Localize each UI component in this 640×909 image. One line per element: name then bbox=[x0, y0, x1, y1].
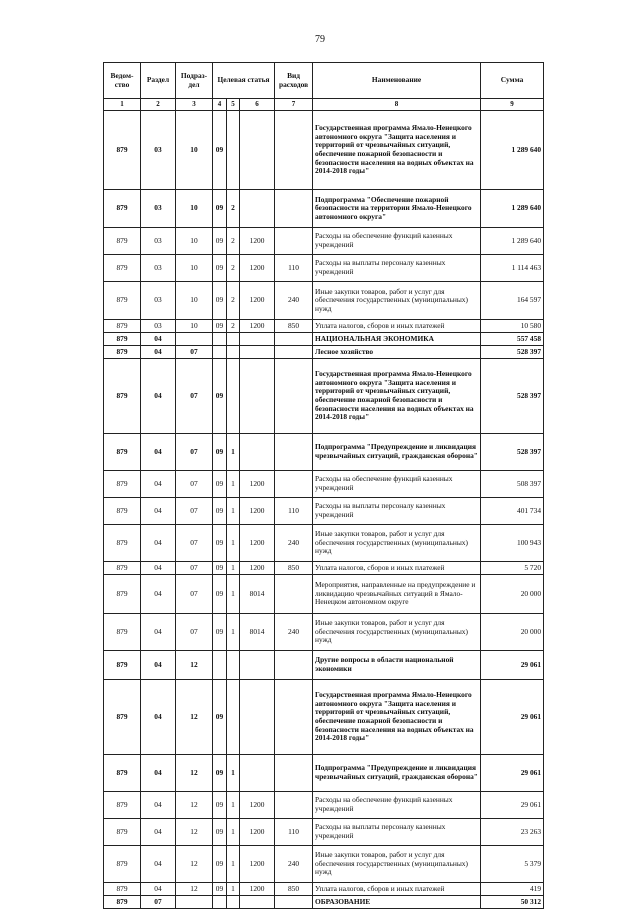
table-row bbox=[104, 255, 544, 282]
section-code: 04 bbox=[141, 680, 176, 755]
table-row bbox=[104, 346, 544, 359]
target-article-code: 1200 bbox=[240, 282, 275, 320]
subsection-code bbox=[176, 333, 213, 346]
item-name: Уплата налогов, сборов и иных платежей bbox=[313, 320, 481, 333]
subsection-code: 12 bbox=[176, 792, 213, 819]
col-number: 4 bbox=[213, 99, 227, 111]
target-article-subprogram: 1 bbox=[227, 792, 240, 819]
department-code: 879 bbox=[104, 680, 141, 755]
item-name: Подпрограмма "Предупреждение и ликвидация чрезвычайных ситуаций, гражданская оборона" bbox=[313, 755, 481, 792]
subsection-code: 07 bbox=[176, 471, 213, 498]
department-code: 879 bbox=[104, 471, 141, 498]
table-row bbox=[104, 282, 544, 320]
item-sum: 29 061 bbox=[481, 792, 544, 819]
item-name: Расходы на обеспечение функций казенных учреждений bbox=[313, 471, 481, 498]
item-sum: 1 289 640 bbox=[481, 111, 544, 190]
expense-type-code: 850 bbox=[275, 562, 313, 575]
item-name: Иные закупки товаров, работ и услуг для обеспечения государственных (муниципальных) нужд bbox=[313, 846, 481, 883]
item-sum: 508 397 bbox=[481, 471, 544, 498]
department-code: 879 bbox=[104, 320, 141, 333]
expense-type-code bbox=[275, 680, 313, 755]
section-code: 04 bbox=[141, 819, 176, 846]
target-article-subprogram bbox=[227, 111, 240, 190]
item-name: Расходы на выплаты персоналу казенных учреждений bbox=[313, 498, 481, 525]
target-article-code: 1200 bbox=[240, 228, 275, 255]
target-article-code: 1200 bbox=[240, 846, 275, 883]
department-code: 879 bbox=[104, 614, 141, 651]
table-row bbox=[104, 498, 544, 525]
item-sum: 10 580 bbox=[481, 320, 544, 333]
expense-type-code bbox=[275, 359, 313, 434]
table-row bbox=[104, 896, 544, 909]
item-sum: 5 379 bbox=[481, 846, 544, 883]
target-article-subprogram: 1 bbox=[227, 819, 240, 846]
target-article-subprogram: 1 bbox=[227, 883, 240, 896]
target-article-program: 09 bbox=[213, 255, 227, 282]
target-article-program: 09 bbox=[213, 792, 227, 819]
target-article-subprogram: 1 bbox=[227, 755, 240, 792]
header-expense-type: Вид расходов bbox=[275, 63, 313, 99]
item-sum: 29 061 bbox=[481, 680, 544, 755]
table-row bbox=[104, 228, 544, 255]
target-article-program: 09 bbox=[213, 320, 227, 333]
section-code: 04 bbox=[141, 883, 176, 896]
section-code: 03 bbox=[141, 255, 176, 282]
target-article-code bbox=[240, 190, 275, 228]
target-article-code: 1200 bbox=[240, 883, 275, 896]
section-code: 03 bbox=[141, 111, 176, 190]
target-article-program: 09 bbox=[213, 190, 227, 228]
section-code: 03 bbox=[141, 190, 176, 228]
expense-type-code bbox=[275, 896, 313, 909]
department-code: 879 bbox=[104, 792, 141, 819]
item-sum: 5 720 bbox=[481, 562, 544, 575]
expense-type-code bbox=[275, 755, 313, 792]
target-article-program: 09 bbox=[213, 471, 227, 498]
subsection-code: 10 bbox=[176, 320, 213, 333]
department-code: 879 bbox=[104, 255, 141, 282]
table-row bbox=[104, 680, 544, 755]
subsection-code: 12 bbox=[176, 846, 213, 883]
target-article-subprogram: 2 bbox=[227, 255, 240, 282]
subsection-code: 10 bbox=[176, 190, 213, 228]
item-name: Другие вопросы в области национальной экономики bbox=[313, 651, 481, 680]
subsection-code: 10 bbox=[176, 255, 213, 282]
expense-type-code bbox=[275, 651, 313, 680]
section-code: 04 bbox=[141, 471, 176, 498]
subsection-code bbox=[176, 896, 213, 909]
item-sum: 29 061 bbox=[481, 755, 544, 792]
section-code: 07 bbox=[141, 896, 176, 909]
expense-type-code: 240 bbox=[275, 846, 313, 883]
target-article-subprogram: 2 bbox=[227, 320, 240, 333]
target-article-subprogram: 2 bbox=[227, 190, 240, 228]
section-code: 04 bbox=[141, 333, 176, 346]
item-name: Государственная программа Ямало-Ненецкого автономного округа "Защита населения и территорий от чрезвычайных ситуаций, обеспечение пожарной безопасности и безопасности населения на водных объектах на 2014-2018 годы" bbox=[313, 680, 481, 755]
item-name: Расходы на выплаты персоналу казенных учреждений bbox=[313, 255, 481, 282]
subsection-code: 12 bbox=[176, 680, 213, 755]
item-sum: 23 263 bbox=[481, 819, 544, 846]
col-number: 9 bbox=[481, 99, 544, 111]
target-article-program: 09 bbox=[213, 614, 227, 651]
column-number-row bbox=[104, 99, 544, 111]
table-row bbox=[104, 562, 544, 575]
section-code: 03 bbox=[141, 282, 176, 320]
target-article-code: 1200 bbox=[240, 320, 275, 333]
section-code: 04 bbox=[141, 498, 176, 525]
subsection-code: 07 bbox=[176, 434, 213, 471]
target-article-code bbox=[240, 896, 275, 909]
item-sum: 50 312 bbox=[481, 896, 544, 909]
target-article-program bbox=[213, 651, 227, 680]
table-row bbox=[104, 333, 544, 346]
department-code: 879 bbox=[104, 819, 141, 846]
target-article-subprogram: 1 bbox=[227, 471, 240, 498]
item-name: Расходы на выплаты персоналу казенных учреждений bbox=[313, 819, 481, 846]
target-article-code bbox=[240, 359, 275, 434]
department-code: 879 bbox=[104, 346, 141, 359]
table-row bbox=[104, 819, 544, 846]
target-article-code: 1200 bbox=[240, 471, 275, 498]
expense-type-code bbox=[275, 434, 313, 471]
target-article-subprogram: 2 bbox=[227, 228, 240, 255]
subsection-code: 07 bbox=[176, 614, 213, 651]
expense-type-code bbox=[275, 471, 313, 498]
expense-type-code: 110 bbox=[275, 498, 313, 525]
item-name: Государственная программа Ямало-Ненецкого автономного округа "Защита населения и территорий от чрезвычайных ситуаций, обеспечение пожарной безопасности и безопасности населения на водных объектах на 2014-2018 годы" bbox=[313, 359, 481, 434]
subsection-code: 07 bbox=[176, 498, 213, 525]
target-article-code bbox=[240, 111, 275, 190]
item-name: Подпрограмма "Предупреждение и ликвидация чрезвычайных ситуаций, гражданская оборона" bbox=[313, 434, 481, 471]
item-sum: 20 000 bbox=[481, 575, 544, 614]
item-sum: 20 000 bbox=[481, 614, 544, 651]
target-article-program: 09 bbox=[213, 680, 227, 755]
target-article-subprogram: 1 bbox=[227, 846, 240, 883]
item-sum: 401 734 bbox=[481, 498, 544, 525]
section-code: 04 bbox=[141, 614, 176, 651]
expense-type-code bbox=[275, 111, 313, 190]
expense-type-code bbox=[275, 346, 313, 359]
subsection-code: 07 bbox=[176, 562, 213, 575]
target-article-subprogram: 1 bbox=[227, 434, 240, 471]
budget-table bbox=[103, 62, 544, 909]
item-name: Государственная программа Ямало-Ненецкого автономного округа "Защита населения и территорий от чрезвычайных ситуаций, обеспечение пожарной безопасности и безопасности населения на водных объектах на 2014-2018 годы" bbox=[313, 111, 481, 190]
subsection-code: 10 bbox=[176, 228, 213, 255]
target-article-code bbox=[240, 651, 275, 680]
target-article-subprogram: 1 bbox=[227, 575, 240, 614]
header-row bbox=[104, 63, 544, 99]
item-name: Лесное хозяйство bbox=[313, 346, 481, 359]
item-name: Расходы на обеспечение функций казенных учреждений bbox=[313, 228, 481, 255]
target-article-subprogram: 1 bbox=[227, 498, 240, 525]
target-article-program: 09 bbox=[213, 111, 227, 190]
col-number: 2 bbox=[141, 99, 176, 111]
department-code: 879 bbox=[104, 111, 141, 190]
target-article-program: 09 bbox=[213, 282, 227, 320]
department-code: 879 bbox=[104, 575, 141, 614]
item-name: Иные закупки товаров, работ и услуг для обеспечения государственных (муниципальных) нужд bbox=[313, 282, 481, 320]
department-code: 879 bbox=[104, 359, 141, 434]
target-article-program bbox=[213, 896, 227, 909]
header-name: Наименование bbox=[313, 63, 481, 99]
section-code: 04 bbox=[141, 434, 176, 471]
table-row bbox=[104, 111, 544, 190]
page-number: 79 bbox=[315, 34, 325, 45]
item-name: ОБРАЗОВАНИЕ bbox=[313, 896, 481, 909]
department-code: 879 bbox=[104, 333, 141, 346]
section-code: 04 bbox=[141, 562, 176, 575]
target-article-program bbox=[213, 346, 227, 359]
item-name: Иные закупки товаров, работ и услуг для обеспечения государственных (муниципальных) нужд bbox=[313, 614, 481, 651]
item-sum: 29 061 bbox=[481, 651, 544, 680]
header-subsection: Подраз-дел bbox=[176, 63, 213, 99]
section-code: 03 bbox=[141, 320, 176, 333]
expense-type-code: 110 bbox=[275, 819, 313, 846]
table-row bbox=[104, 525, 544, 562]
header-section: Раздел bbox=[141, 63, 176, 99]
section-code: 04 bbox=[141, 346, 176, 359]
expense-type-code: 240 bbox=[275, 525, 313, 562]
target-article-code: 8014 bbox=[240, 575, 275, 614]
item-name: Подпрограмма "Обеспечение пожарной безопасности на территории Ямало-Ненецкого автономного округа" bbox=[313, 190, 481, 228]
item-sum: 557 458 bbox=[481, 333, 544, 346]
table-row bbox=[104, 359, 544, 434]
table-row bbox=[104, 471, 544, 498]
target-article-subprogram bbox=[227, 333, 240, 346]
table-row bbox=[104, 883, 544, 896]
target-article-code: 1200 bbox=[240, 498, 275, 525]
target-article-subprogram bbox=[227, 346, 240, 359]
table-row bbox=[104, 190, 544, 228]
target-article-program: 09 bbox=[213, 228, 227, 255]
item-sum: 419 bbox=[481, 883, 544, 896]
target-article-code: 1200 bbox=[240, 255, 275, 282]
target-article-code: 1200 bbox=[240, 819, 275, 846]
expense-type-code bbox=[275, 792, 313, 819]
col-number: 1 bbox=[104, 99, 141, 111]
department-code: 879 bbox=[104, 525, 141, 562]
section-code: 04 bbox=[141, 575, 176, 614]
section-code: 04 bbox=[141, 755, 176, 792]
target-article-program: 09 bbox=[213, 359, 227, 434]
table-body bbox=[104, 111, 544, 909]
target-article-program: 09 bbox=[213, 846, 227, 883]
item-sum: 528 397 bbox=[481, 434, 544, 471]
section-code: 04 bbox=[141, 525, 176, 562]
subsection-code: 12 bbox=[176, 883, 213, 896]
item-name: Мероприятия, направленные на предупреждение и ликвидацию чрезвычайных ситуаций в Ямало-Ненецком автономном округе bbox=[313, 575, 481, 614]
target-article-program: 09 bbox=[213, 575, 227, 614]
target-article-subprogram: 1 bbox=[227, 525, 240, 562]
item-name: Уплата налогов, сборов и иных платежей bbox=[313, 883, 481, 896]
item-sum: 528 397 bbox=[481, 359, 544, 434]
department-code: 879 bbox=[104, 190, 141, 228]
section-code: 04 bbox=[141, 359, 176, 434]
col-number: 7 bbox=[275, 99, 313, 111]
section-code: 03 bbox=[141, 228, 176, 255]
expense-type-code: 110 bbox=[275, 255, 313, 282]
target-article-subprogram bbox=[227, 651, 240, 680]
expense-type-code: 240 bbox=[275, 282, 313, 320]
subsection-code: 10 bbox=[176, 282, 213, 320]
target-article-program bbox=[213, 333, 227, 346]
table-row bbox=[104, 575, 544, 614]
target-article-program: 09 bbox=[213, 498, 227, 525]
table-row bbox=[104, 755, 544, 792]
expense-type-code bbox=[275, 333, 313, 346]
department-code: 879 bbox=[104, 651, 141, 680]
department-code: 879 bbox=[104, 562, 141, 575]
table-row bbox=[104, 792, 544, 819]
item-sum: 164 597 bbox=[481, 282, 544, 320]
target-article-code bbox=[240, 434, 275, 471]
subsection-code: 07 bbox=[176, 525, 213, 562]
department-code: 879 bbox=[104, 228, 141, 255]
department-code: 879 bbox=[104, 896, 141, 909]
target-article-program: 09 bbox=[213, 819, 227, 846]
section-code: 04 bbox=[141, 651, 176, 680]
item-name: НАЦИОНАЛЬНАЯ ЭКОНОМИКА bbox=[313, 333, 481, 346]
item-sum: 100 943 bbox=[481, 525, 544, 562]
target-article-code bbox=[240, 333, 275, 346]
expense-type-code: 850 bbox=[275, 883, 313, 896]
target-article-subprogram: 1 bbox=[227, 614, 240, 651]
target-article-code: 1200 bbox=[240, 525, 275, 562]
item-sum: 528 397 bbox=[481, 346, 544, 359]
col-number: 8 bbox=[313, 99, 481, 111]
expense-type-code bbox=[275, 575, 313, 614]
department-code: 879 bbox=[104, 846, 141, 883]
table-row bbox=[104, 846, 544, 883]
target-article-code: 8014 bbox=[240, 614, 275, 651]
item-name: Уплата налогов, сборов и иных платежей bbox=[313, 562, 481, 575]
subsection-code: 07 bbox=[176, 346, 213, 359]
table-row bbox=[104, 651, 544, 680]
department-code: 879 bbox=[104, 498, 141, 525]
subsection-code: 12 bbox=[176, 755, 213, 792]
section-code: 04 bbox=[141, 792, 176, 819]
department-code: 879 bbox=[104, 434, 141, 471]
col-number: 6 bbox=[240, 99, 275, 111]
subsection-code: 10 bbox=[176, 111, 213, 190]
expense-type-code bbox=[275, 190, 313, 228]
target-article-program: 09 bbox=[213, 562, 227, 575]
expense-type-code bbox=[275, 228, 313, 255]
item-sum: 1 289 640 bbox=[481, 228, 544, 255]
table-row bbox=[104, 434, 544, 471]
target-article-code bbox=[240, 346, 275, 359]
target-article-program: 09 bbox=[213, 525, 227, 562]
header-sum: Сумма bbox=[481, 63, 544, 99]
target-article-program: 09 bbox=[213, 883, 227, 896]
target-article-code: 1200 bbox=[240, 562, 275, 575]
target-article-program: 09 bbox=[213, 434, 227, 471]
item-name: Иные закупки товаров, работ и услуг для обеспечения государственных (муниципальных) нужд bbox=[313, 525, 481, 562]
department-code: 879 bbox=[104, 755, 141, 792]
target-article-code bbox=[240, 755, 275, 792]
item-sum: 1 289 640 bbox=[481, 190, 544, 228]
target-article-subprogram bbox=[227, 680, 240, 755]
expense-type-code: 240 bbox=[275, 614, 313, 651]
target-article-code: 1200 bbox=[240, 792, 275, 819]
col-number: 5 bbox=[227, 99, 240, 111]
subsection-code: 07 bbox=[176, 359, 213, 434]
target-article-subprogram bbox=[227, 896, 240, 909]
header-target-article: Целевая статья bbox=[213, 63, 275, 99]
item-sum: 1 114 463 bbox=[481, 255, 544, 282]
expense-type-code: 850 bbox=[275, 320, 313, 333]
department-code: 879 bbox=[104, 883, 141, 896]
subsection-code: 12 bbox=[176, 819, 213, 846]
table-row bbox=[104, 320, 544, 333]
col-number: 3 bbox=[176, 99, 213, 111]
target-article-subprogram bbox=[227, 359, 240, 434]
department-code: 879 bbox=[104, 282, 141, 320]
target-article-subprogram: 2 bbox=[227, 282, 240, 320]
target-article-program: 09 bbox=[213, 755, 227, 792]
header-department: Ведом-ство bbox=[104, 63, 141, 99]
section-code: 04 bbox=[141, 846, 176, 883]
target-article-subprogram: 1 bbox=[227, 562, 240, 575]
table-row bbox=[104, 614, 544, 651]
subsection-code: 07 bbox=[176, 575, 213, 614]
item-name: Расходы на обеспечение функций казенных учреждений bbox=[313, 792, 481, 819]
subsection-code: 12 bbox=[176, 651, 213, 680]
target-article-code bbox=[240, 680, 275, 755]
